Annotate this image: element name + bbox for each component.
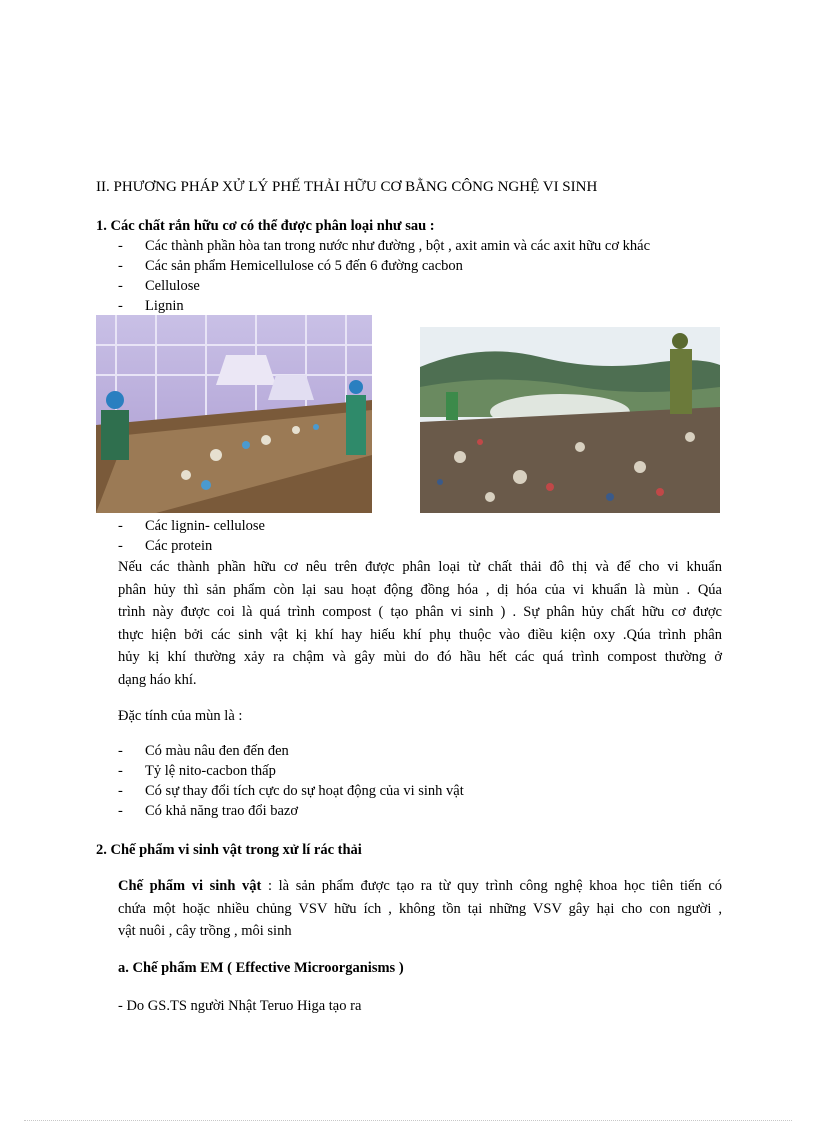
bullet-dash: - — [118, 298, 123, 314]
em-origin-line: - Do GS.TS người Nhật Teruo Higa tạo ra — [118, 998, 362, 1014]
waste-sorting-photo — [96, 315, 372, 513]
list-item-text: Lignin — [145, 298, 184, 314]
list-item-text: Có màu nâu đen đến đen — [145, 743, 289, 759]
bullet-dash: - — [118, 783, 123, 799]
paragraph-line: thực hiện bởi các sinh vật kị khí hay hiếu khí phụ thuộc vào điều kiện oxy .Qúa trình phân — [118, 626, 722, 643]
section-title: II. PHƯƠNG PHÁP XỬ LÝ PHẾ THẢI HỮU CƠ BẰNG CÔNG NGHỆ VI SINH — [96, 179, 598, 195]
paragraph-line — [118, 875, 722, 898]
list-item-text: Tỷ lệ nito-cacbon thấp — [145, 763, 276, 779]
em-subheading: a. Chế phẩm EM ( Effective Microorganisms ) — [118, 960, 404, 976]
humus-intro: Đặc tính của mùn là : — [118, 708, 243, 724]
bullet-dash: - — [118, 803, 123, 819]
list-item-text: Các sản phẩm Hemicellulose có 5 đến 6 đường cacbon — [145, 258, 463, 274]
paragraph-line: hủy kị khí thường xảy ra chậm và gây mùi do đó hầu hết các quá trình compost thường ở — [118, 649, 722, 665]
paragraph-line: dạng háo khí. — [118, 671, 197, 688]
list-item-text: Có khả năng trao đổi bazơ — [145, 803, 299, 819]
paragraph-line: Nếu các thành phần hữu cơ nêu trên được phân loại từ chất thải đô thị và để cho vi khuẩn — [118, 559, 722, 575]
list-item-text: Các protein — [145, 538, 213, 554]
list-item-text: Các thành phần hòa tan trong nước như đường , bột , axit amin và các axit hữu cơ khác — [145, 238, 651, 254]
list-item-text: Cellulose — [145, 278, 200, 294]
bullet-dash: - — [118, 238, 123, 254]
bullet-dash: - — [118, 763, 123, 779]
list-item-text: Có sự thay đổi tích cực do sự hoạt động của vi sinh vật — [145, 783, 464, 799]
definition-term: Chế phẩm vi sinh vật — [118, 878, 262, 894]
definition-paragraph — [118, 875, 722, 943]
paragraph-line: chứa một hoặc nhiều chủng VSV hữu ích , không tồn tại những VSV gây hại cho con người , — [118, 900, 722, 917]
bullet-dash: - — [118, 538, 123, 554]
paragraph-line: vật nuôi , cây trồng , môi sinh — [118, 923, 292, 939]
bullet-dash: - — [118, 278, 123, 294]
list-item-text: Các lignin- cellulose — [145, 518, 265, 534]
bullet-dash: - — [118, 518, 123, 534]
bullet-dash: - — [118, 258, 123, 274]
page-bottom-rule — [24, 1120, 792, 1121]
bullet-dash: - — [118, 743, 123, 759]
paragraph-line: phân hủy thì sản phẩm còn lại sau hoạt động đồng hóa , dị hóa của vi khuẩn là mùn . Qúa — [118, 581, 722, 598]
part1-heading: 1. Các chất rắn hữu cơ có thể được phân loại như sau : — [96, 218, 435, 234]
paragraph-line: trình này được coi là quá trình compost ( tạo phân vi sinh ) . Sự phân hủy chất hữu cơ được — [118, 604, 722, 620]
landfill-spraying-photo — [420, 327, 720, 513]
part2-heading: 2. Chế phẩm vi sinh vật trong xử lí rác thải — [96, 842, 362, 858]
humus-paragraph — [118, 556, 722, 691]
definition-text: : là sản phẩm được tạo ra từ quy trình công nghệ khoa học tiên tiến có — [268, 878, 722, 894]
